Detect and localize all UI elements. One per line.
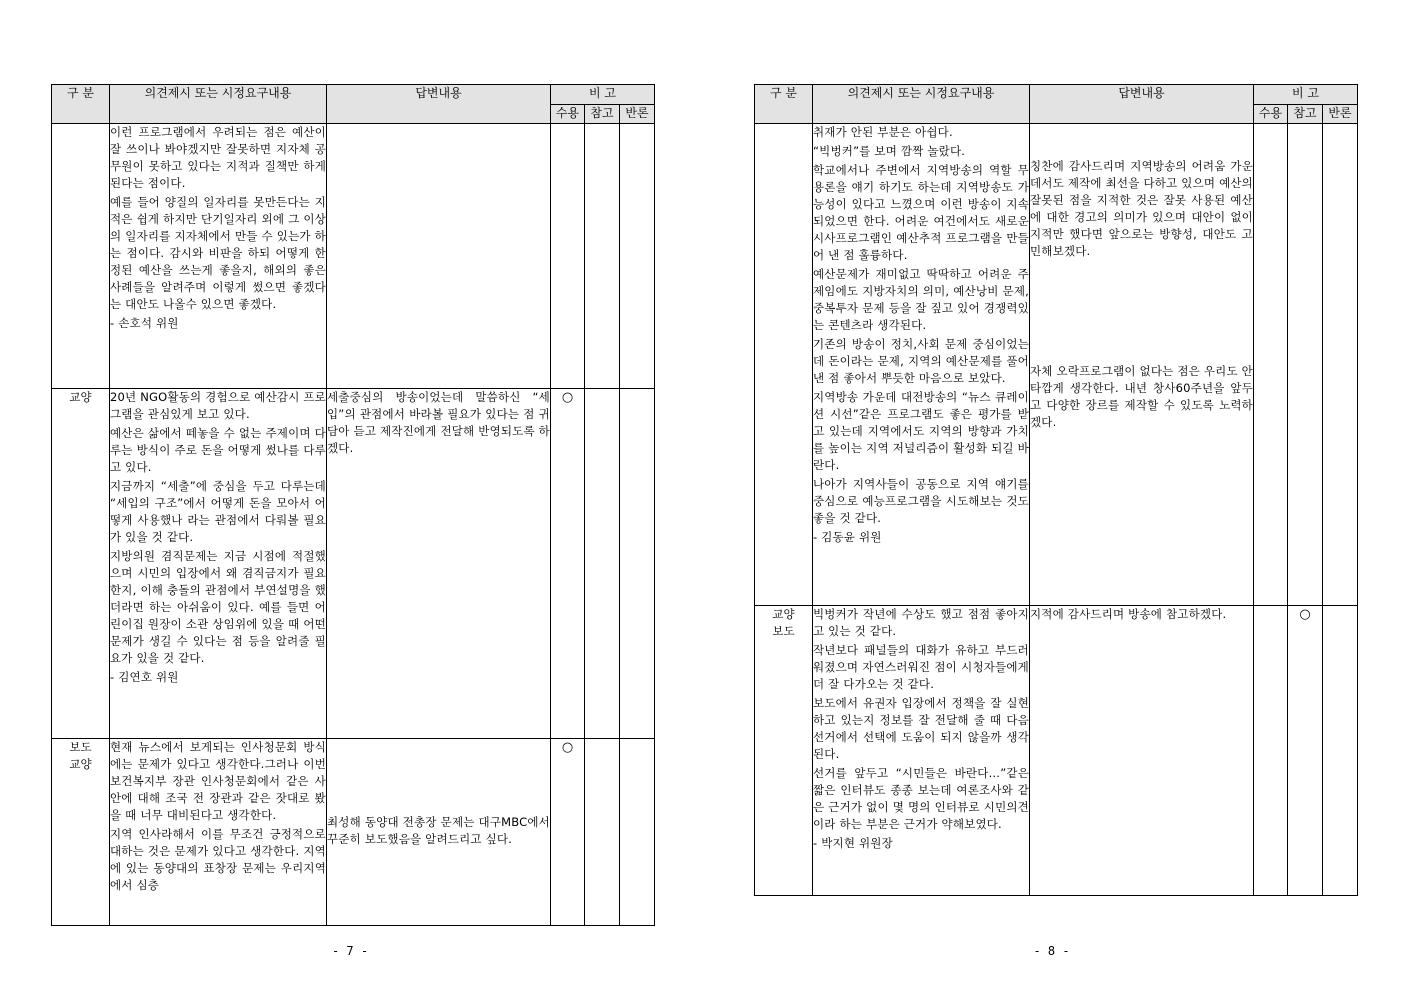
header-reject: 반론 [620, 105, 655, 124]
answer-paragraph: 지적에 감사드리며 방송에 참고하겠다. [1030, 607, 1227, 621]
opinion-cell [813, 606, 1030, 896]
category-cell [52, 389, 110, 739]
reject-mark [1323, 124, 1358, 606]
opinion-paragraph: 현재 뉴스에서 보게되는 인사청문회 방식에는 문제가 있다고 생각한다.그러나 이번 보건복지부 장관 인사청문회에서 같은 사안에 대해 조국 전 장관과 같은 잣대로 봤을 때 너무 대비된다고 생각한다. [110, 740, 326, 822]
opinion-cell [110, 389, 327, 739]
category-label: 보도 [69, 740, 92, 754]
reject-mark [620, 389, 655, 739]
answer-paragraph: 세출중심의 방송이었는데 말씀하신 “세입”의 관점에서 바라볼 필요가 있다는 점 귀담아 듣고 제작진에게 전달해 반영되도록 하겠다. [327, 390, 550, 455]
header-remarks: 비 고 [551, 85, 655, 105]
table-row [52, 389, 655, 739]
opinion-cell [813, 124, 1030, 606]
opinion-paragraph: 취재가 안된 부분은 아쉽다. [813, 125, 953, 139]
header-accept: 수용 [1254, 105, 1288, 124]
opinion-cell [110, 124, 327, 389]
accept-mark [1254, 606, 1288, 896]
header-category: 구 분 [52, 85, 110, 124]
reject-mark [620, 124, 655, 389]
reference-mark [585, 389, 620, 739]
opinion-paragraph: 예를 들어 양질의 일자리를 못만든다는 지적은 쉽게 하지만 단기일자리 외에 그 이상의 일자리를 지자체에서 만들 수 있는가 하는 점이다. 감시와 비판을 하되 어떻게 한정된 예산을 쓰는게 좋을지, 해외의 좋은 사례들을 알려주며 이렇게 썼으면 좋겠다는 대안도 나올수 있으면 좋겠다. [110, 195, 326, 311]
opinion-paragraph: 이런 프로그램에서 우려되는 점은 예산이 잘 쓰이나 봐야겠지만 잘못하면 지자체 공무원이 못하고 있다는 지적과 질책만 하게 된다는 점이다. [110, 125, 326, 190]
category-label: 교양 [69, 757, 92, 771]
opinion-signature: - 김연호 위원 [110, 670, 179, 684]
header-opinion: 의견제시 또는 시정요구내용 [110, 85, 327, 124]
category-label: 보도 [772, 624, 795, 638]
header-reject: 반론 [1323, 105, 1358, 124]
header-opinion: 의견제시 또는 시정요구내용 [813, 85, 1030, 124]
page-8 [700, 0, 1403, 992]
opinion-paragraph: 지금까지 “세출”에 중심을 두고 다루는데 “세입의 구조”에서 어떻게 돈을 모아서 어떻게 사용했나 라는 관점에서 다뤄볼 필요가 있을 것 같다. [110, 479, 326, 544]
reject-mark [620, 739, 655, 926]
category-cell [52, 124, 110, 389]
answer-paragraph: 자체 오락프로그램이 없다는 점은 우리도 안타깝게 생각한다. 내년 창사60주년을 앞두고 다양한 장르를 제작할 수 있도록 노력하겠다. [1030, 364, 1253, 429]
opinion-cell [110, 739, 327, 926]
table-row [52, 739, 655, 926]
opinion-paragraph: 작년보다 패널들의 대화가 유하고 부드러워졌으며 자연스러워진 점이 시청자들에게 더 잘 다가오는 것 같다. [813, 643, 1029, 691]
opinion-paragraph: 지역방송 가운데 대전방송의 “뉴스 큐레이션 시선”같은 프로그램도 좋은 평가를 받고 있는데 지역에서도 지역의 방향과 가치를 높이는 지역 저널리즘이 활성화 되길 바란다. [813, 390, 1029, 472]
opinion-signature: - 김동윤 위원 [813, 530, 882, 544]
answer-paragraph: 최성해 동양대 전총장 문제는 대구MBC에서 꾸준히 보도했음을 알려드리고 싶다. [327, 815, 550, 846]
header-reference: 참고 [1288, 105, 1323, 124]
opinion-paragraph: 보도에서 유권자 입장에서 정책을 잘 실현하고 있는지 정보를 잘 전달해 줄 때 다음 선거에서 선택에 도움이 되지 않을까 생각된다. [813, 696, 1029, 761]
header-reference: 참고 [585, 105, 620, 124]
accept-mark: ○ [551, 739, 585, 926]
answer-cell [1030, 606, 1254, 896]
opinion-paragraph: 선거를 앞두고 “시민들은 바란다…”같은 짧은 인터뷰도 종종 보는데 여론조사와 같은 근거가 없이 몇 명의 인터뷰로 시민의견이라 하는 부분은 근거가 약해보였다. [813, 766, 1029, 831]
reference-mark [1288, 124, 1323, 606]
category-label: 교양 [772, 607, 795, 621]
page-number: - 8 - [1033, 944, 1070, 958]
opinion-paragraph: 나아가 지역사들이 공동으로 지역 얘기를 중심으로 예능프로그램을 시도해보는 것도 좋을 것 같다. [813, 477, 1029, 525]
category-cell [755, 124, 813, 606]
accept-mark [1254, 124, 1288, 606]
reference-mark: ○ [1288, 606, 1323, 896]
opinion-paragraph: 지역 인사라해서 이를 무조건 긍정적으로 대하는 것은 문제가 있다고 생각한다. 지역에 있는 동양대의 표창장 문제는 우리지역에서 심층 [110, 827, 326, 892]
page-number: - 7 - [331, 944, 369, 958]
category-cell [52, 739, 110, 926]
table-row [755, 124, 1358, 606]
answer-cell [1030, 124, 1254, 606]
opinion-paragraph: 기존의 방송이 정치,사회 문제 중심이었는데 돈이라는 문제, 지역의 예산문제를 풀어낸 점 좋아서 뿌듯한 마음으로 보았다. [813, 337, 1029, 385]
category-label: 교양 [69, 390, 92, 404]
header-answer: 답변내용 [327, 85, 551, 124]
header-answer: 답변내용 [1030, 85, 1254, 124]
minutes-table-page-7 [51, 84, 655, 926]
opinion-signature: - 손호석 위원 [110, 316, 179, 330]
opinion-paragraph: “빅벙커”를 보며 깜짝 놀랐다. [813, 144, 966, 158]
answer-cell [327, 124, 551, 389]
opinion-paragraph: 지방의원 겸직문제는 지금 시점에 적절했으며 시민의 입장에서 왜 겸직금지가 필요한지, 이해 충돌의 관점에서 부연설명을 했더라면 하는 아쉬움이 있다. 예를 들면 어린이집 원장이 소관 상임위에 있을 때 어떤 문제가 생길 수 있다는 점 등을 알려줄 필요가 있을 것 같다. [110, 549, 326, 665]
opinion-paragraph: 학교에서나 주변에서 지역방송의 역할 무용론을 얘기 하기도 하는데 지역방송도 가능성이 있다고 느꼈으며 이런 방송이 지속되었으면 한다. 어려운 여건에서도 새로운 시사프로그램인 예산추적 프로그램을 만들어 낸 점 훌륭하다. [813, 163, 1029, 262]
header-accept: 수용 [551, 105, 585, 124]
answer-cell [327, 739, 551, 926]
reject-mark [1323, 606, 1358, 896]
minutes-table-page-8 [754, 84, 1358, 896]
page-7 [0, 0, 700, 992]
reference-mark [585, 124, 620, 389]
opinion-signature: - 박지현 위원장 [813, 836, 893, 850]
opinion-paragraph: 예산문제가 재미없고 딱딱하고 어려운 주제임에도 지방자치의 의미, 예산낭비 문제, 중복투자 문제 등을 잘 짚고 있어 경쟁력있는 콘텐츠라 생각된다. [813, 267, 1029, 332]
category-cell [755, 606, 813, 896]
header-remarks: 비 고 [1254, 85, 1358, 105]
opinion-paragraph: 예산은 삶에서 떼놓을 수 없는 주제이며 다루는 방식이 주로 돈을 어떻게 썼나를 다루고 있다. [110, 426, 326, 474]
answer-cell [327, 389, 551, 739]
table-row [755, 606, 1358, 896]
reference-mark [585, 739, 620, 926]
table-row [52, 124, 655, 389]
opinion-paragraph: 빅벙커가 작년에 수상도 했고 점점 좋아지고 있는 것 같다. [813, 607, 1029, 638]
answer-paragraph: 칭찬에 감사드리며 지역방송의 어려움 가운데서도 제작에 최선을 다하고 있으며 예산의 잘못된 점을 지적한 것은 잘못 사용된 예산에 대한 경고의 의미가 있으며 대안이 없이 지적만 했다면 앞으로는 방향성, 대안도 고민해보겠다. [1030, 159, 1253, 258]
accept-mark [551, 124, 585, 389]
header-category: 구 분 [755, 85, 813, 124]
opinion-paragraph: 20년 NGO활동의 경험으로 예산감시 프로그램을 관심있게 보고 있다. [110, 390, 326, 421]
accept-mark: ○ [551, 389, 585, 739]
